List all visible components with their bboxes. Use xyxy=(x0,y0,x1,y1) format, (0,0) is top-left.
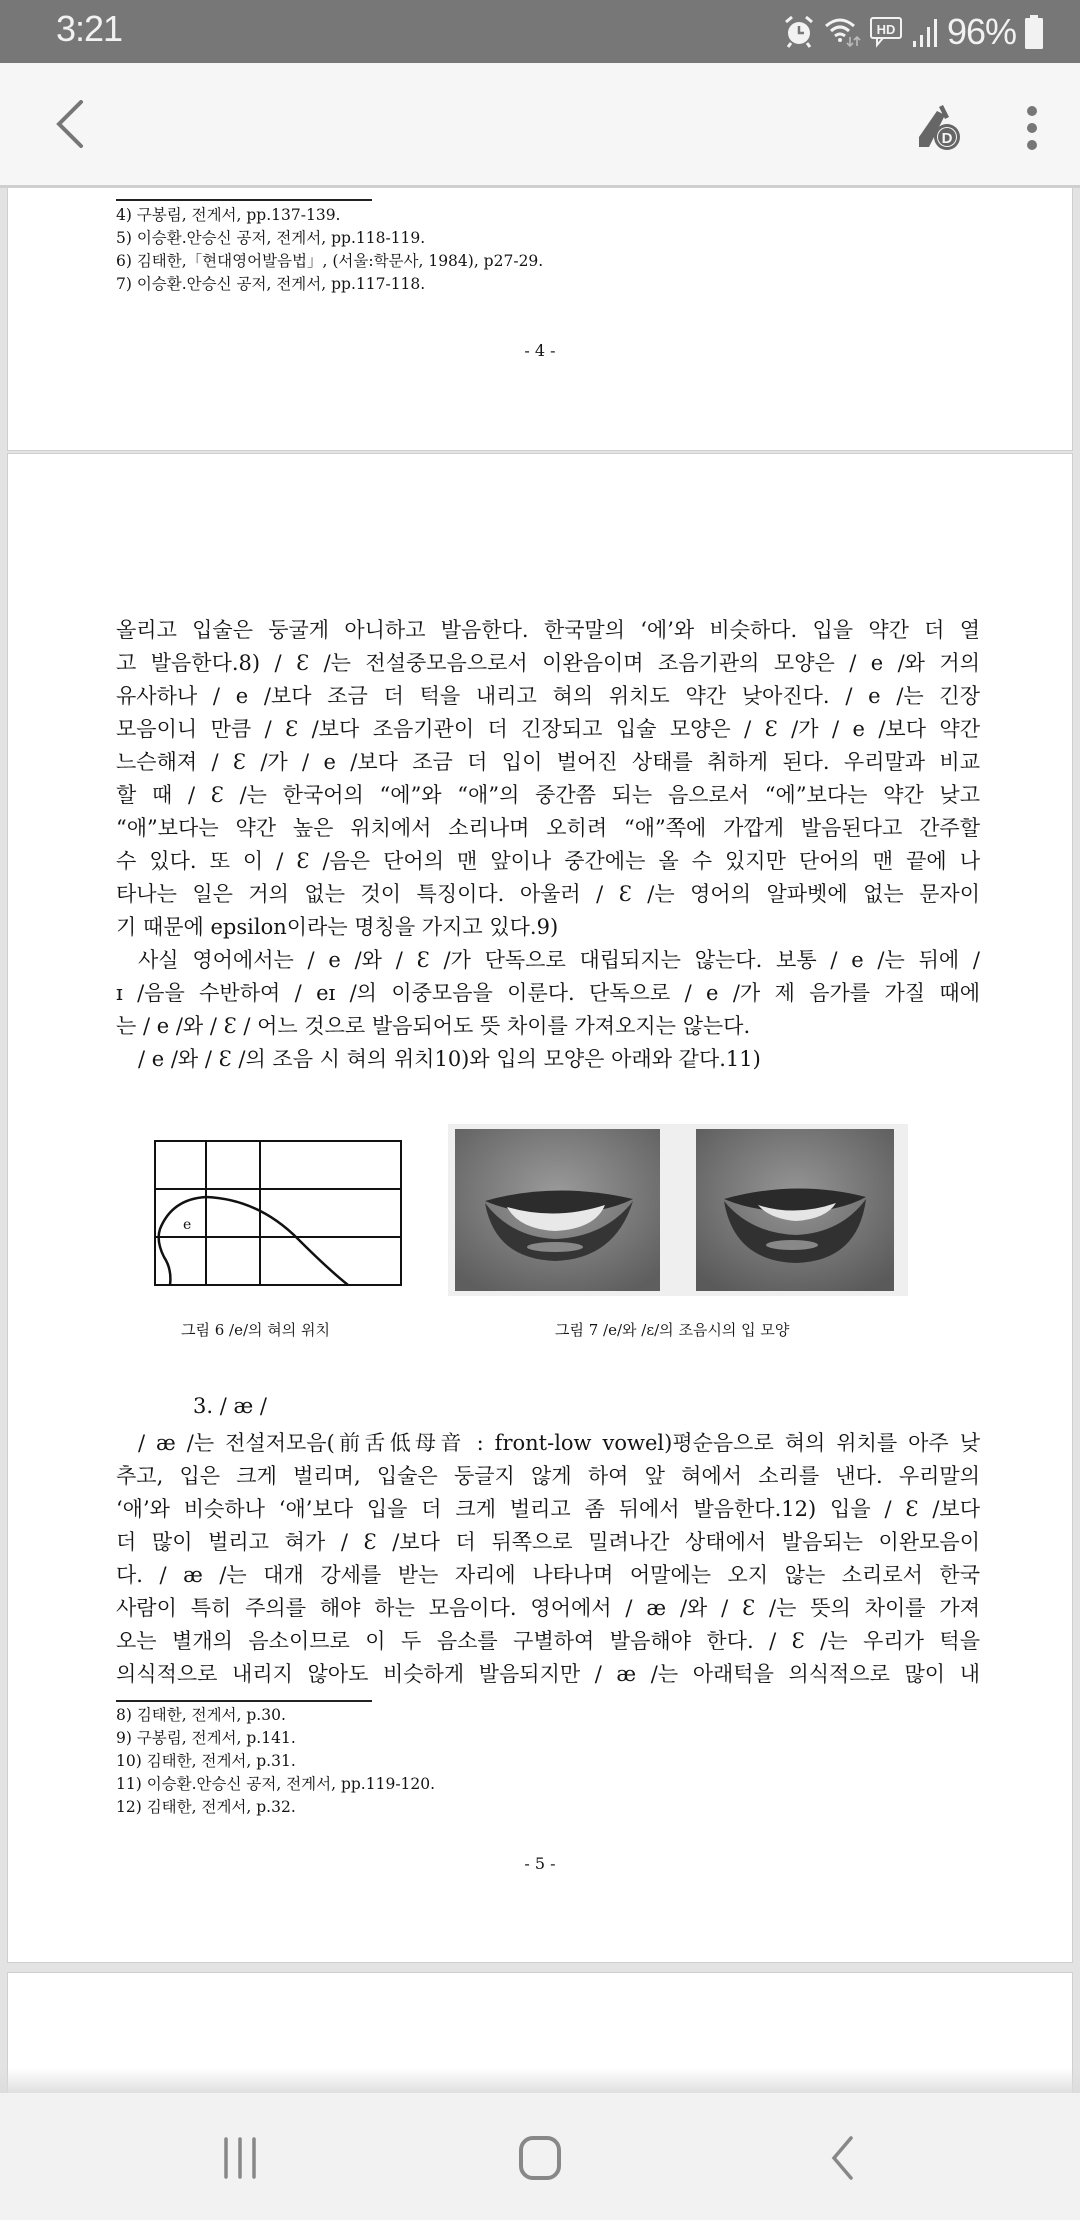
footnote: 12) 김태한, 전게서, p.32. xyxy=(116,1798,296,1816)
text-line: ‘애’와 비슷하나 ‘애’보다 입을 더 크게 벌리고 좀 뒤에서 발음한다.12) 입을 / Ɛ /보다 xyxy=(116,1497,980,1521)
text-line: 의식적으로 내리지 않아도 비슷하게 발음되지만 / æ /는 아래턱을 의식적으로 많이 내 xyxy=(116,1662,980,1686)
home-icon xyxy=(517,2135,563,2181)
hd-voice-icon xyxy=(869,15,903,49)
figure-6-label: e xyxy=(183,1217,192,1233)
home-button[interactable] xyxy=(500,2123,580,2193)
svg-text:HD: HD xyxy=(876,22,896,37)
text-line: 고 발음한다.8) / Ɛ /는 전설중모음으로서 이완음이며 조음기관의 모양은 / e /와 거의 xyxy=(116,651,980,675)
back-button[interactable] xyxy=(40,93,100,155)
page-number: - 4 - xyxy=(524,341,556,360)
signal-icon xyxy=(911,15,939,49)
battery-percent: 96% xyxy=(946,11,1016,52)
back-arrow-icon xyxy=(55,100,85,148)
text-line: 올리고 입술은 둥굴게 아니하고 발음한다. 한국말의 ‘에’와 비슷하다. 입을 약간 더 열 xyxy=(116,618,980,642)
wifi-icon xyxy=(823,15,861,49)
draw-pen-icon xyxy=(915,103,965,153)
text-line: 다. / æ /는 대개 강세를 받는 자리에 나타나며 어말에는 오지 않는 소리로서 한국 xyxy=(116,1563,980,1587)
page-number: - 5 - xyxy=(524,1854,556,1873)
footnote: 11) 이승환.안승신 공저, 전게서, pp.119-120. xyxy=(116,1775,436,1793)
footnote: 7) 이승환.안승신 공저, 전게서, pp.117-118. xyxy=(116,275,426,293)
text-line: “애”보다는 약간 높은 위치에서 소리나며 오히려 “애”쪽에 가깝게 발음된다고 간주할 xyxy=(116,816,980,840)
back-icon xyxy=(829,2135,855,2181)
text-line: 사람이 특히 주의를 해야 하는 모음이다. 영어에서 / æ /와 / Ɛ /는 뜻의 차이를 가져 xyxy=(116,1596,980,1620)
paragraph-4 xyxy=(116,1427,980,1691)
system-back-button[interactable] xyxy=(802,2123,882,2193)
more-options-button[interactable] xyxy=(1010,98,1054,158)
figure-6-caption: 그림 6 /e/의 혀의 위치 xyxy=(181,1321,331,1339)
figure-7-photos xyxy=(448,1124,908,1296)
document-viewer[interactable] xyxy=(0,188,1080,2093)
text-line: 수 있다. 또 이 / Ɛ /음은 단어의 맨 앞이나 중간에는 올 수 있지만 단어의 맨 끝에 나 xyxy=(116,849,980,873)
navigation-bar xyxy=(0,2093,1080,2220)
footnote: 8) 김태한, 전게서, p.30. xyxy=(116,1706,286,1724)
text-line: 모음이니 만큼 / Ɛ /보다 조음기관이 더 긴장되고 입술 모양은 / Ɛ /가 / e /보다 약간 xyxy=(116,717,980,741)
status-bar xyxy=(0,0,1080,63)
lip-photo-epsilon xyxy=(696,1129,894,1291)
text-line: 더 많이 벌리고 혀가 / Ɛ /보다 더 뒤쪽으로 밀려나간 상태에서 발음되는 이완모음이 xyxy=(116,1530,980,1554)
footnote-divider xyxy=(116,1700,372,1702)
paragraph-1 xyxy=(116,614,980,1076)
battery-icon xyxy=(1024,14,1044,50)
app-bar xyxy=(0,63,1080,188)
footnote: 5) 이승환.안승신 공저, 전게서, pp.118-119. xyxy=(116,229,426,247)
page-4 xyxy=(7,188,1073,451)
text-line: / e /와 / Ɛ /의 조음 시 혀의 위치10)와 입의 모양은 아래와 같다.11) xyxy=(138,1047,761,1071)
section-title: 3. / æ / xyxy=(193,1394,267,1418)
recent-apps-icon xyxy=(220,2136,260,2180)
text-line: 추고, 입은 크게 벌리며, 입술은 둥글지 않게 하여 앞 혀에서 소리를 낸다. 우리말의 xyxy=(116,1464,980,1488)
more-vert-icon xyxy=(1025,105,1039,151)
recent-apps-button[interactable] xyxy=(200,2123,280,2193)
lip-photo-e xyxy=(455,1129,660,1291)
footnote: 9) 구봉림, 전게서, p.141. xyxy=(116,1729,296,1747)
pen-badge: D xyxy=(941,130,953,147)
text-line: 사실 영어에서는 / e /와 / Ɛ /가 단독으로 대립되지는 않는다. 보통 / e /는 뒤에 / xyxy=(138,948,980,972)
text-line: / æ /는 전설저모음(前舌低母音 : front-low vowel)평순음으로 혀의 위치를 아주 낮 xyxy=(138,1431,980,1455)
text-line: 는 / e /와 / Ɛ / 어느 것으로 발음되어도 뜻 차이를 가져오지는 않는다. xyxy=(116,1014,751,1038)
footnote: 6) 김태한,「현대영어발음법」, (서울:학문사, 1984), p27-29. xyxy=(116,252,544,270)
text-line: 기 때문에 epsilon이라는 명칭을 가지고 있다.9) xyxy=(116,915,559,939)
footnote: 10) 김태한, 전게서, p.31. xyxy=(116,1752,296,1770)
text-line: 할 때 / Ɛ /는 한국어의 “에”와 “애”의 중간쯤 되는 음으로서 “에”보다는 약간 낮고 xyxy=(116,783,980,807)
scroll-fade xyxy=(0,2068,1080,2093)
status-icons xyxy=(783,8,1044,56)
page-5 xyxy=(7,453,1073,1963)
text-line: ɪ /음을 수반하여 / eɪ /의 이중모음을 이룬다. 단독으로 / e /가 제 음가를 가질 때에 xyxy=(116,981,980,1005)
alarm-icon xyxy=(783,15,815,49)
draw-button[interactable] xyxy=(908,98,972,158)
figure-6-tongue-diagram xyxy=(138,1119,418,1289)
status-time: 3:21 xyxy=(56,8,123,49)
footnote: 4) 구봉림, 전게서, pp.137-139. xyxy=(116,206,341,224)
text-line: 느슨해져 / Ɛ /가 / e /보다 조금 더 입이 벌어진 상태를 취하게 된다. 우리말과 비교 xyxy=(116,750,980,774)
figure-7-caption: 그림 7 /e/와 /ɛ/의 조음시의 입 모양 xyxy=(555,1321,790,1339)
text-line: 오는 별개의 음소이므로 이 두 음소를 구별하여 발음해야 한다. / Ɛ /는 우리가 턱을 xyxy=(116,1629,980,1653)
text-line: 유사하나 / e /보다 조금 더 턱을 내리고 혀의 위치도 약간 낮아진다. / e /는 긴장 xyxy=(116,684,980,708)
footnote-divider xyxy=(116,199,372,201)
text-line: 타나는 일은 거의 없는 것이 특징이다. 아울러 / Ɛ /는 영어의 알파벳에 없는 문자이 xyxy=(116,882,980,906)
